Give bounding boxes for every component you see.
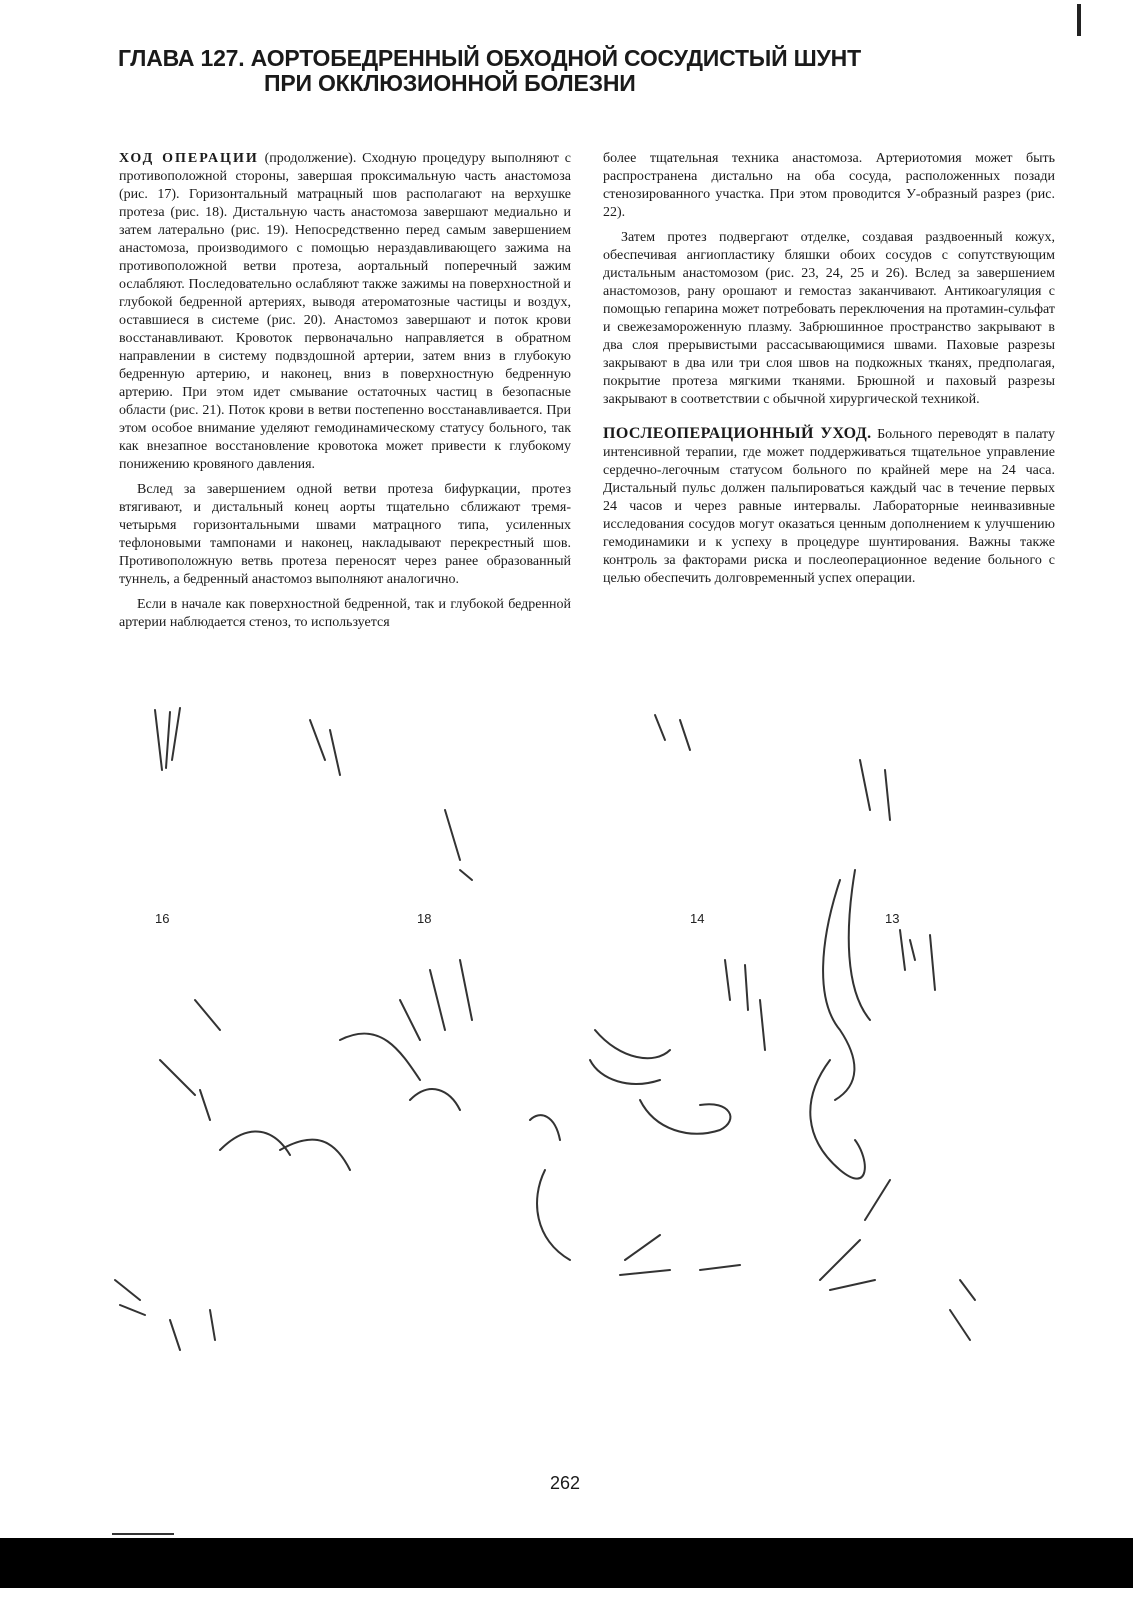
paragraph-text: (продолжение). Сходную процедуру выполняют с противоположной стороны, завершая проксимальную часть анастомоза (рис. 17). Горизонтальный матрацный шов располагают на верхушке протеза (рис. 18). Дистальную часть анастомоза завершают медиально и затем латерально (рис. 19). Непосредственно перед самым завершением анастомоза, производимого с помощью нераздавливающего зажима на противоположной ветви протеза, аортальный поперечный зажим ослабляют. Последовательно ослабляют также зажимы на поверхностной и глубокой бедренной артериях, выводя атероматозные частицы и воздух, оставшиеся в системе (рис. 20). Анастомоз завершают и поток крови восстанавливают. Кровоток первоначально направляется в обратном направлении в систему подвздошной артерии, затем вниз в глубокую бедренную артерию, и наконец, вниз в поверхностную бедренную артерию. При этом идет смывание остаточных частиц в безопасные области (рис. 21). Поток крови в ветви постепенно восстанавливается. При этом особое внимание уделяют гемодинамическому статусу больного, так как внезапное восстановление кровотока может привести к глубокому понижению кровяного давления. (119, 151, 571, 472)
surgical-illustrations (100, 700, 1100, 1360)
figure-label-2: 18 (417, 911, 432, 926)
figure-label-1: 16 (155, 911, 170, 926)
chapter-title (118, 46, 1018, 96)
section-heading-postoperative: ПОСЛЕОПЕРАЦИОННЫЙ УХОД. (603, 425, 872, 442)
figure-label-3: 14 (690, 911, 705, 926)
paragraph-text: Больного переводят в палату интенсивной терапии, где может поддерживаться тщательное управление сердечно-легочным статусом больного по крайней мере на 24 часа. Дистальный пульс должен пальпироваться каждый час в течение первых 24 часов и через равные интервалы. Лабораторные неинвазивные исследования сосудов могут оказаться ценным дополнением к улучшению гемодинамики и к успеху в процедуре шунтирования. Важны также контроль за факторами риска и послеоперационное ведение больного с целью обеспечить долговременный успех операции. (603, 427, 1055, 586)
right-text-column (603, 150, 1055, 595)
paragraph-prosthesis-finishing: Затем протез подвергают отделке, создавая раздвоенный кожух, обеспечивая ангиопластику бляшки обоих сосудов с сопутствующим дистальным анастомозом (рис. 23, 24, 25 и 26). Вслед за завершением анастомозов, рану орошают и гемостаз заканчивают. Антикоагуляция с помощью гепарина может потребовать переключения на протамин-сульфат и свежезамороженную плазму. Забрюшинное пространство закрывают в два слоя прерывистыми рассасывающимися швами. Паховые разрезы закрывают в два или три слоя швов на подкожных тканях, предполагая, покрытие протеза мягкими тканями. Брюшной и паховый разрезы закрывают в соответствии с обычной хирургической техникой. (603, 230, 1055, 407)
left-text-column (119, 150, 571, 639)
section-heading-operation: ХОД ОПЕРАЦИИ (119, 151, 259, 166)
illustration-figure-3 (590, 715, 765, 1275)
page-number: 262 (549, 1473, 581, 1493)
illustration-figure-4 (810, 760, 975, 1340)
paragraph-bifurcation: Вслед за завершением одной ветви протеза бифуркации, протез втягивают, и дистальный конец аорты тщательно сближают тремя-четырьмя горизонтальными швами матрацного типа, усиленных тефлоновыми тампонами и наконец, накладывают перекрестный шов. Противоположную ветвь протеза переносят через ранее образованный туннель, а бедренный анастомоз выполняют аналогично. (119, 482, 571, 587)
paragraph-postoperative-care (603, 425, 1055, 588)
scan-bottom-bar (0, 1538, 1133, 1588)
chapter-title-line-2: ПРИ ОККЛЮЗИОННОЙ БОЛЕЗНИ (264, 70, 636, 96)
figure-label-4: 13 (885, 911, 900, 926)
paragraph-stenosis: Если в начале как поверхностной бедренной, так и глубокой бедренной артерии наблюдается стеноз, то используется (119, 597, 571, 630)
paragraph-operation-course (119, 150, 571, 474)
paragraph-anastomosis-technique: более тщательная техника анастомоза. Артериотомия может быть распространена дистально на оба сосуда, расположенных позади стенозированного участка. При этом проводится У-образный разрез (рис. 22). (603, 151, 1055, 220)
illustration-figure-2 (340, 810, 570, 1260)
illustration-figure-1 (115, 708, 350, 1350)
chapter-title-line-1: ГЛАВА 127. АОРТОБЕДРЕННЫЙ ОБХОДНОЙ СОСУДИСТЫЙ ШУНТ (118, 45, 861, 71)
footer-rule (112, 1533, 174, 1535)
scan-edge-mark (1077, 4, 1081, 36)
